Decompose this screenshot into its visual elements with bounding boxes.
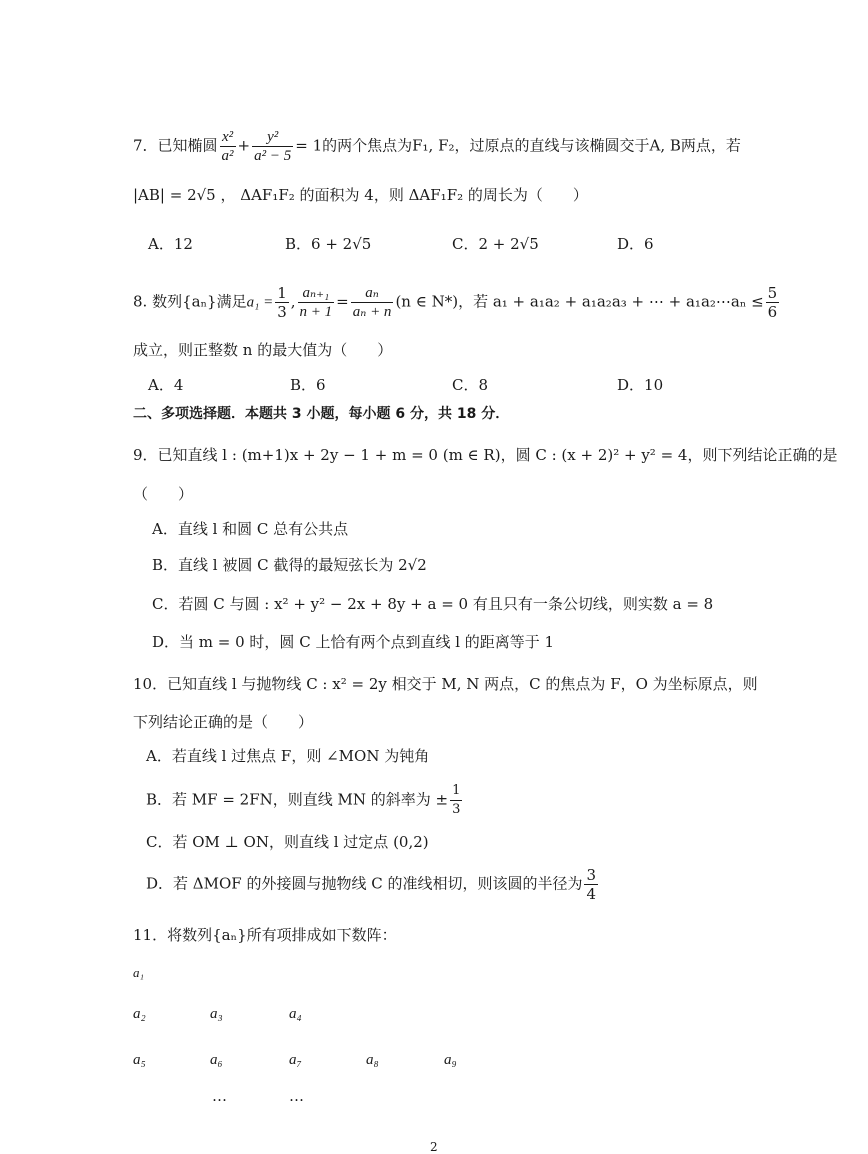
q8-line2: 成立，则正整数 n 的最大值为（ ） [133, 341, 393, 359]
q7-line2: |AB| = 2√5 ， ΔAF₁F₂ 的面积为 4，则 ΔAF₁F₂ 的周长为（ ） [133, 186, 588, 204]
q8-frac4-num: 5 [767, 284, 778, 302]
q8-frac2 [298, 284, 335, 321]
q7-option-c: C．2 + 2√5 [452, 235, 539, 253]
q10-option-d-frac [584, 866, 598, 903]
q10-option-d-frac-num: 3 [586, 866, 597, 884]
q9-option-c: C．若圆 C 与圆 : x² + y² − 2x + 8y + a = 0 有且只有一条公切线，则实数 a = 8 [152, 595, 714, 613]
q7-frac1-den: a² [221, 148, 234, 164]
q10-option-c: C．若 OM ⊥ ON，则直线 l 过定点 (0,2) [146, 833, 429, 851]
q8-frac1-den: 3 [277, 303, 287, 321]
q10-option-d-frac-den: 4 [586, 885, 597, 903]
q11-row3-item: a₅ [133, 1052, 146, 1068]
q8-comma: , [290, 292, 296, 311]
q7-option-d: D．6 [617, 235, 654, 253]
q8-option-b: B．6 [290, 376, 326, 394]
q7-plus: + [237, 136, 251, 155]
q10-option-b-frac [450, 782, 462, 819]
q7-line1 [133, 128, 741, 165]
q11-line1: 11．将数列{aₙ}所有项排成如下数阵： [133, 926, 397, 944]
q11-row3-item: a₈ [366, 1052, 379, 1068]
q9-option-d: D．当 m = 0 时，圆 C 上恰有两个点到直线 l 的距离等于 1 [152, 633, 555, 651]
q8-intro: 8. 数列{aₙ}满足 [133, 292, 247, 311]
q8-frac2-num: aₙ₊₁ [298, 284, 335, 303]
q11-row2-item: a₄ [289, 1006, 302, 1022]
q8-option-d: D．10 [617, 376, 664, 394]
q8-frac4-den: 6 [767, 303, 778, 321]
q9-line2: （ ） [133, 485, 194, 503]
q11-row1-item: a₁ [133, 965, 145, 980]
q11-row3-item: a₆ [210, 1052, 223, 1068]
q11-row2-item: a₂ [133, 1006, 146, 1022]
q8-condition: (n ∈ N*)，若 a₁ + a₁a₂ + a₁a₂a₃ + ⋯ + a₁a₂⋯aₙ ≤ [395, 292, 764, 311]
q9-line1: 9．已知直线 l : (m+1)x + 2y − 1 + m = 0 (m ∈ R)，圆 C : (x + 2)² + y² = 4，则下列结论正确的是 [133, 446, 838, 464]
page-number: 2 [430, 1140, 438, 1154]
q10-line2: 下列结论正确的是（ ） [133, 713, 314, 731]
q8-frac1-num: 1 [277, 284, 287, 302]
q8-option-c: C．8 [452, 376, 489, 394]
q8-equals: = [336, 292, 349, 311]
q11-row3-item: a₉ [444, 1052, 457, 1068]
q7-intro: 7．已知椭圆 [133, 136, 218, 155]
q8-frac3 [351, 284, 394, 321]
section-heading: 二、多项选择题．本题共 3 小题，每小题 6 分，共 18 分． [133, 406, 510, 422]
q7-option-a: A．12 [148, 235, 193, 253]
q8-frac2-den: n + 1 [299, 304, 333, 320]
q8-frac1 [275, 284, 289, 321]
q10-option-b-text: B．若 MF = 2FN，则直线 MN 的斜率为 ± [146, 790, 449, 809]
q7-frac2-num: y² [252, 128, 293, 147]
q10-option-a: A．若直线 l 过焦点 F，则 ∠MON 为钝角 [146, 747, 430, 765]
q9-option-b: B．直线 l 被圆 C 截得的最短弦长为 2√2 [152, 556, 427, 574]
q10-option-d [146, 866, 600, 903]
q11-row4-ellipsis: … [212, 1087, 227, 1105]
q7-frac1-num: x² [220, 128, 236, 147]
q7-frac2-den: a² − 5 [254, 148, 292, 164]
q7-frac2 [252, 128, 293, 165]
q7-line1-post: = 1的两个焦点为F₁, F₂，过原点的直线与该椭圆交于A, B两点，若 [295, 136, 741, 155]
q10-option-b-frac-num: 1 [450, 782, 462, 801]
q10-line1: 10．已知直线 l 与抛物线 C : x² = 2y 相交于 M, N 两点，C 的焦点为 F，O 为坐标原点，则 [133, 675, 758, 693]
q11-row4-ellipsis: … [289, 1087, 304, 1105]
q11-row2-item: a₃ [210, 1006, 223, 1022]
q8-frac3-num: aₙ [351, 284, 394, 303]
q10-option-b [146, 782, 464, 819]
q10-option-d-text: D．若 ΔMOF 的外接圆与抛物线 C 的准线相切，则该圆的半径为 [146, 874, 583, 893]
q8-line1 [133, 284, 781, 321]
q7-option-b: B．6 + 2√5 [285, 235, 372, 253]
q8-option-a: A．4 [148, 376, 184, 394]
q11-row3-item: a₇ [289, 1052, 302, 1068]
q7-frac1 [220, 128, 236, 165]
q8-frac4 [766, 284, 780, 321]
q8-frac3-den: aₙ + n [352, 304, 392, 320]
q9-option-a: A．直线 l 和圆 C 总有公共点 [152, 520, 349, 538]
q8-a1: a₁ = [246, 294, 274, 311]
q10-option-b-frac-den: 3 [452, 802, 461, 817]
